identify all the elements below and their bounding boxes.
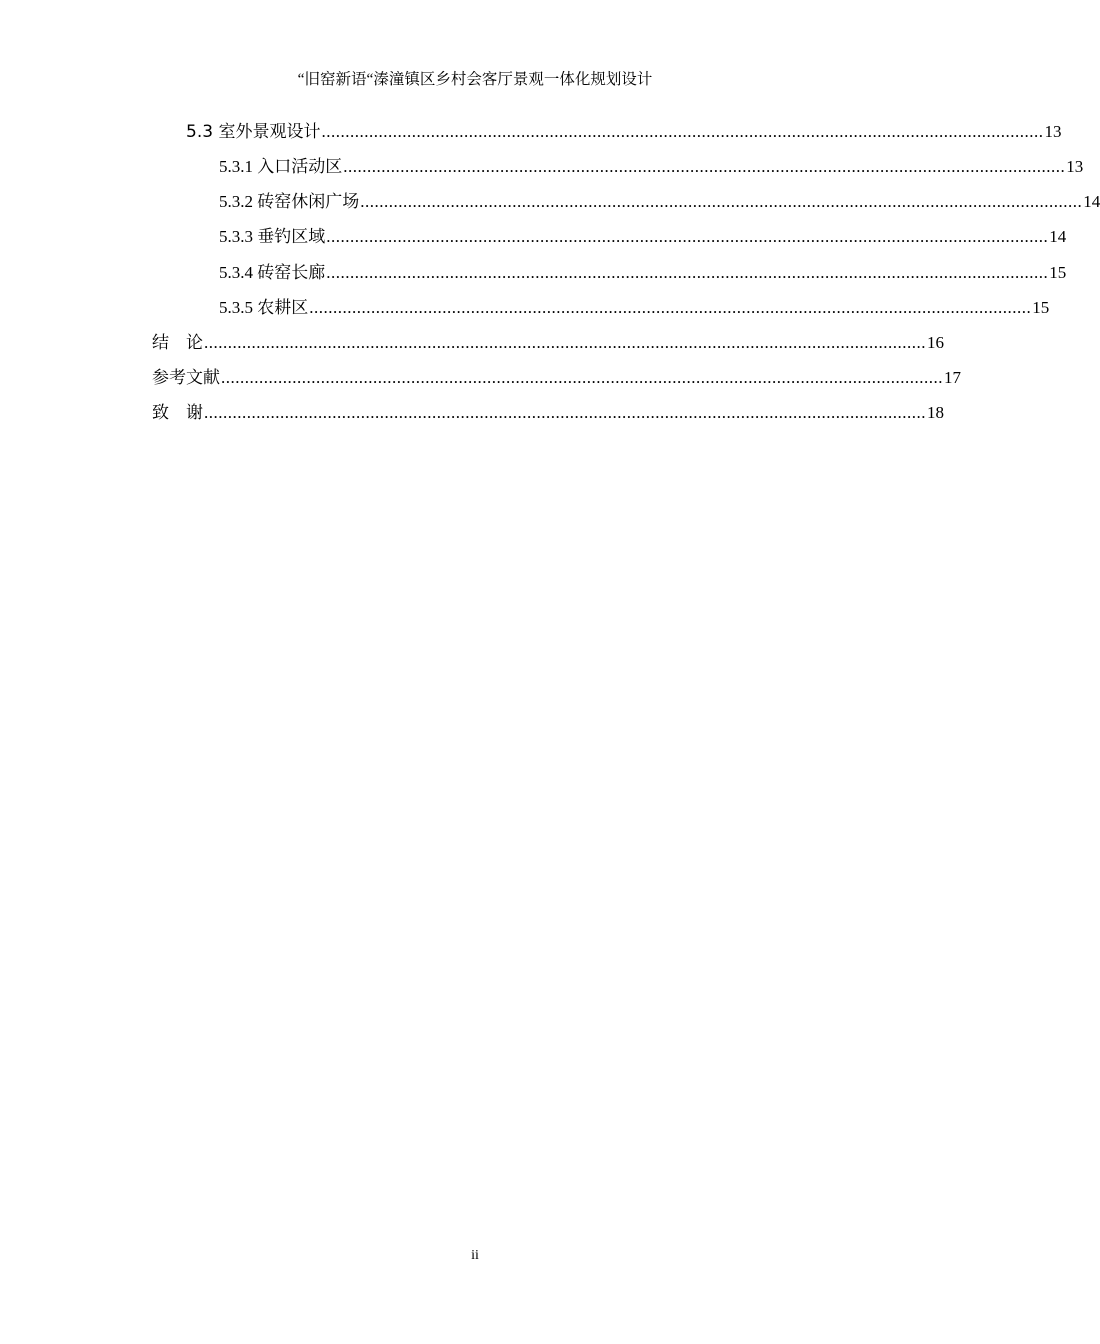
page-number: ii	[471, 1248, 479, 1263]
toc-entry-5-3-4[interactable]	[219, 261, 1067, 285]
toc-dot-leader: ........................................................................................................................................................	[221, 368, 943, 387]
toc-entry-5-3[interactable]	[186, 120, 1062, 144]
toc-entry-title: 5.3.2 砖窑休闲广场	[219, 192, 360, 211]
toc-entry-5-3-2[interactable]	[219, 190, 1100, 214]
toc-entry-page: 17	[944, 368, 961, 387]
toc-entry-page: 14	[1049, 227, 1067, 246]
toc-dot-leader: ........................................................................................................................................................	[343, 157, 1066, 176]
toc-dot-leader: ........................................................................................................................................................	[326, 227, 1049, 246]
running-header: “旧窑新语“溱潼镇区乡村会客厅景观一体化规划设计	[297, 71, 653, 88]
toc-dot-leader: ........................................................................................................................................................	[360, 192, 1083, 211]
toc-entry-title: 5.3.3 垂钓区域	[219, 227, 326, 246]
toc-entry-page: 15	[1049, 263, 1067, 282]
toc-entry-title: 5.3 室外景观设计	[186, 122, 321, 142]
toc-entry-page: 13	[1066, 157, 1084, 176]
toc-entry-5-3-5[interactable]	[219, 296, 1050, 320]
toc-dot-leader: ........................................................................................................................................................	[204, 403, 926, 422]
toc-entry-title: 结 论	[152, 333, 203, 353]
toc-entry-5-3-3[interactable]	[219, 225, 1067, 249]
toc-entry-page: 13	[1044, 122, 1062, 141]
toc-dot-leader: ........................................................................................................................................................	[204, 333, 926, 352]
toc-entry-5-3-1[interactable]	[219, 155, 1084, 179]
toc-entry-page: 16	[927, 333, 944, 352]
toc-entry-title: 参考文献	[152, 368, 220, 388]
toc-dot-leader: ........................................................................................................................................................	[309, 298, 1032, 317]
toc-entry-conclusion[interactable]	[152, 331, 944, 355]
toc-entry-acknowledgements[interactable]	[152, 401, 944, 425]
toc-dot-leader: ........................................................................................................................................................	[326, 263, 1049, 282]
toc-entry-page: 15	[1032, 298, 1050, 317]
toc-entry-references[interactable]	[152, 366, 961, 390]
toc-entry-title: 5.3.1 入口活动区	[219, 157, 343, 176]
toc-entry-page: 14	[1083, 192, 1100, 211]
toc-entry-title: 致 谢	[152, 403, 203, 423]
toc-entry-title: 5.3.4 砖窑长廊	[219, 263, 326, 282]
toc-dot-leader: ........................................................................................................................................................	[321, 122, 1044, 141]
toc-entry-page: 18	[927, 403, 944, 422]
toc-entry-title: 5.3.5 农耕区	[219, 298, 309, 317]
